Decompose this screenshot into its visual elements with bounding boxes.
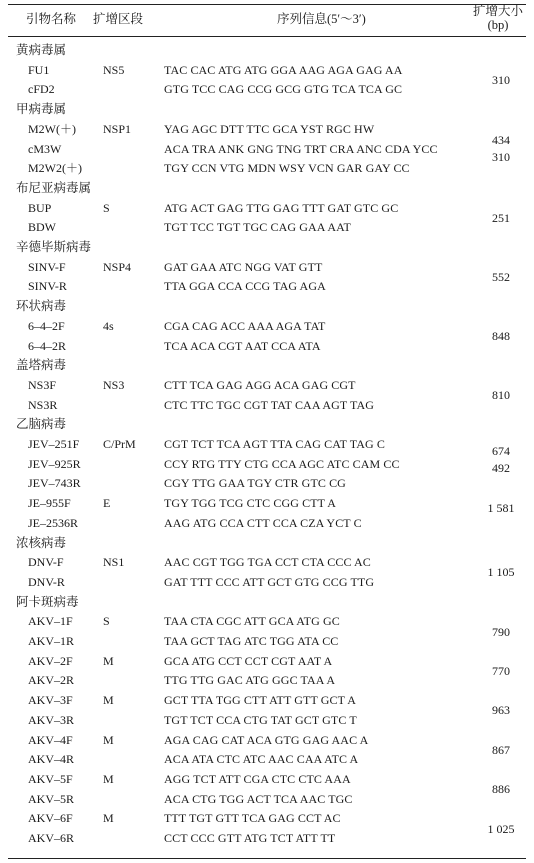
primer-name: JE–955F: [28, 496, 71, 511]
group-name: 布尼亚病毒属: [16, 180, 92, 195]
amplified-region: E: [103, 496, 111, 511]
amplified-region: S: [103, 200, 110, 215]
group-row: [0, 99, 534, 119]
primer-row: [0, 572, 534, 592]
primer-name: AKV–3F: [28, 693, 73, 708]
primer-sequence: ACA ATA CTC ATC AAC CAA ATC A: [164, 752, 359, 767]
primer-row: [0, 276, 534, 296]
product-size-cell: [469, 443, 533, 477]
primer-sequence: YAG AGC DTT TTC GCA YST RGC HW: [164, 121, 375, 136]
product-size-value: 848: [492, 329, 510, 343]
top-rule: [8, 4, 526, 5]
primer-row: [0, 651, 534, 671]
primer-name: NS3R: [28, 397, 58, 412]
primer-sequence: TTT TGT GTT TCA GAG CCT AC: [164, 811, 341, 826]
primer-name: AKV–4F: [28, 732, 73, 747]
product-size-cell: [469, 132, 533, 166]
primer-sequence: GAT GAA ATC NGG VAT GTT: [164, 259, 323, 274]
primer-row: [0, 434, 534, 454]
primer-row: [0, 789, 534, 809]
group-row: [0, 533, 534, 553]
primer-row: [0, 217, 534, 237]
primer-sequence: CCT CCC GTT ATG TCT ATT TT: [164, 831, 336, 845]
primer-name: JE–2536R: [28, 515, 79, 530]
primer-sequence: CGY TTG GAA TGY CTR GTC CG: [164, 476, 346, 491]
product-size-value: 1 025: [487, 821, 515, 836]
amplified-region: M: [103, 732, 114, 747]
product-size-value: 770: [492, 663, 510, 678]
primer-row: [0, 198, 534, 218]
primer-sequence: TGY CCN VTG MDN WSY VCN GAR GAY CC: [164, 161, 410, 176]
primer-row: [0, 79, 534, 99]
amplified-region: C/PrM: [103, 437, 136, 451]
product-size-value: 251: [492, 210, 510, 225]
group-name: 盖塔病毒: [16, 358, 67, 373]
header-amplified-region: 扩增区段: [93, 12, 144, 26]
primer-name: JEV–925R: [28, 456, 81, 471]
primer-name: AKV–1F: [28, 614, 73, 629]
group-row: [0, 40, 534, 60]
primer-row: [0, 710, 534, 730]
primer-sequence: TCA ACA CGT AAT CCA ATA: [164, 338, 321, 353]
amplified-region: M: [103, 771, 114, 786]
group-row: [0, 414, 534, 434]
product-size-cell: [469, 500, 533, 517]
primer-name: NS3F: [28, 377, 57, 392]
product-size-value: 1 581: [487, 501, 515, 516]
primer-row: [0, 552, 534, 572]
primer-row: [0, 611, 534, 631]
amplified-region: NS5: [103, 62, 125, 77]
product-size-value: 434: [492, 133, 510, 148]
primer-row: [0, 631, 534, 651]
amplified-region: NS1: [103, 555, 125, 570]
primer-sequence: GCT TTA TGG CTT ATT GTT GCT A: [164, 693, 357, 708]
primer-row: [0, 395, 534, 415]
primer-row: [0, 749, 534, 769]
group-row: [0, 178, 534, 198]
product-size-value: 310: [492, 72, 510, 87]
primer-row: [0, 316, 534, 336]
product-size-value: 867: [492, 742, 510, 757]
primer-row: [0, 513, 534, 533]
primer-row: [0, 769, 534, 789]
primer-sequence: TGT TCT CCA CTG TAT GCT GTC T: [164, 712, 357, 727]
amplified-region: M: [103, 693, 114, 708]
primer-row: [0, 493, 534, 513]
primer-name: cFD2: [28, 82, 55, 97]
primer-row: [0, 828, 534, 848]
primer-name: SINV-F: [28, 259, 66, 274]
amplified-region: NSP4: [103, 259, 132, 274]
amplified-region: NS3: [103, 377, 125, 392]
primer-sequence: CCY RTG TTY CTG CCA AGC ATC CAM CC: [164, 456, 400, 471]
primer-sequence: ACA CTG TGG ACT TCA AAC TGC: [164, 791, 353, 806]
amplified-region: NSP1: [103, 121, 132, 136]
primer-sequence: ATG ACT GAG TTG GAG TTT GAT GTC GC: [164, 200, 399, 215]
primer-row: [0, 60, 534, 80]
primer-row: [0, 808, 534, 828]
product-size-cell: [469, 702, 533, 719]
primer-row: [0, 730, 534, 750]
primer-sequence: AGA CAG CAT ACA GTG GAG AAC A: [164, 732, 369, 747]
product-size-cell: [469, 72, 533, 89]
product-size-cell: [469, 328, 533, 345]
group-name: 乙脑病毒: [16, 417, 67, 432]
header-sequence: 序列信息(5′～3′): [277, 12, 366, 26]
product-size-value: 492: [492, 460, 510, 475]
group-name: 环状病毒: [16, 299, 67, 314]
primer-sequence: TAA GCT TAG ATC TGG ATA CC: [164, 634, 339, 648]
group-row: [0, 355, 534, 375]
product-size-cell: [469, 821, 533, 838]
primer-sequence: TGT TCC TGT TGC CAG GAA AAT: [164, 220, 351, 235]
primer-name: AKV–4R: [28, 752, 75, 767]
product-size-cell: [469, 387, 533, 404]
primer-row: [0, 454, 534, 474]
primer-name: AKV–5R: [28, 791, 75, 806]
amplified-region: M: [103, 811, 114, 826]
header-primer-name: 引物名称: [26, 12, 77, 26]
group-row: [0, 296, 534, 316]
primer-sequence: TGY TGG TCG CTC CGG CTT A: [164, 496, 337, 511]
group-name: 辛德毕斯病毒: [16, 240, 92, 254]
primer-name: DNV-R: [28, 574, 65, 589]
primer-sequence: ACA TRA ANK GNG TNG TRT CRA ANC CDA YCC: [164, 141, 438, 156]
product-size-cell: [469, 663, 533, 680]
primer-sequence: AAC CGT TGG TGA CCT CTA CCC AC: [164, 555, 371, 570]
bottom-rule: [8, 858, 526, 859]
product-size-value: 1 105: [487, 565, 515, 580]
primer-name: AKV–2R: [28, 673, 75, 688]
primer-sequence: CGA CAG ACC AAA AGA TAT: [164, 318, 326, 333]
primer-sequence: CTT TCA GAG AGG ACA GAG CGT: [164, 377, 356, 392]
primer-name: SINV-R: [28, 279, 67, 294]
primer-row: [0, 690, 534, 710]
primer-row: [0, 670, 534, 690]
product-size-value: 552: [492, 269, 510, 284]
primer-name: DNV-F: [28, 555, 64, 570]
header-product-size-label: 扩增大小: [472, 4, 523, 18]
primer-row: [0, 336, 534, 356]
amplified-region: M: [103, 653, 114, 668]
header-product-size-unit: (bp): [487, 18, 509, 32]
product-size-cell: [469, 269, 533, 286]
primer-sequence: CTC TTC TGC CGT TAT CAA AGT TAG: [164, 397, 374, 412]
primer-name: AKV–6R: [28, 831, 75, 845]
amplified-region: 4s: [103, 318, 114, 333]
primer-row: [0, 119, 534, 139]
product-size-value: 810: [492, 388, 510, 403]
primer-name: M2W2(＋): [28, 161, 82, 176]
primer-sequence: TAC CAC ATG ATG GGA AAG AGA GAG AA: [164, 62, 403, 77]
group-name: 阿卡斑病毒: [16, 594, 79, 609]
primer-sequence: GAT TTT CCC ATT GCT GTG CCG TTG: [164, 574, 375, 589]
primer-sequence: TTA GGA CCA CCG TAG AGA: [164, 279, 326, 294]
primer-sequence: GTG TCC CAG CCG GCG GTG TCA TCA GC: [164, 82, 403, 97]
primer-sequence: AAG ATG CCA CTT CCA CZA YCT C: [164, 515, 362, 530]
group-name: 甲病毒属: [16, 102, 67, 117]
primer-row: [0, 139, 534, 159]
primer-name: BUP: [28, 200, 52, 215]
group-name: 黄病毒属: [16, 43, 67, 57]
product-size-value: 674: [492, 443, 510, 458]
primer-name: 6–4–2R: [28, 338, 67, 353]
primer-name: BDW: [28, 220, 56, 235]
primer-name: M2W(＋): [28, 121, 76, 136]
group-name: 浓核病毒: [16, 535, 67, 550]
primer-sequence: GCA ATG CCT CCT CGT AAT A: [164, 653, 333, 668]
product-size-cell: [469, 564, 533, 581]
primer-sequence: TAA CTA CGC ATT GCA ATG GC: [164, 614, 340, 629]
primer-name: cM3W: [28, 141, 62, 156]
primer-name: JEV–251F: [28, 437, 80, 451]
header-rule: [8, 36, 526, 37]
product-size-cell: [469, 742, 533, 759]
product-size-value: 790: [492, 624, 510, 639]
primer-row: [0, 473, 534, 493]
primer-name: AKV–1R: [28, 634, 75, 648]
product-size-cell: [469, 781, 533, 798]
primer-name: 6–4–2F: [28, 318, 65, 333]
primer-name: AKV–2F: [28, 653, 73, 668]
primer-row: [0, 375, 534, 395]
product-size-cell: [469, 624, 533, 641]
primer-name: AKV–3R: [28, 712, 75, 727]
product-size-value: 310: [492, 150, 510, 165]
primer-name: AKV–6F: [28, 811, 73, 826]
primer-sequence: CGT TCT TCA AGT TTA CAG CAT TAG C: [164, 437, 385, 451]
group-row: [0, 237, 534, 257]
primer-sequence: AGG TCT ATT CGA CTC CTC AAA: [164, 771, 351, 786]
primer-row: [0, 257, 534, 277]
product-size-value: 963: [492, 703, 510, 718]
group-row: [0, 592, 534, 612]
product-size-value: 886: [492, 782, 510, 797]
primer-sequence: TTG TTG GAC ATG GGC TAA A: [164, 673, 336, 688]
primer-row: [0, 158, 534, 178]
primer-name: JEV–743R: [28, 476, 81, 491]
primer-name: FU1: [28, 62, 50, 77]
header-product-size: [469, 4, 527, 32]
product-size-cell: [469, 210, 533, 227]
amplified-region: S: [103, 614, 110, 629]
primer-name: AKV–5F: [28, 771, 73, 786]
